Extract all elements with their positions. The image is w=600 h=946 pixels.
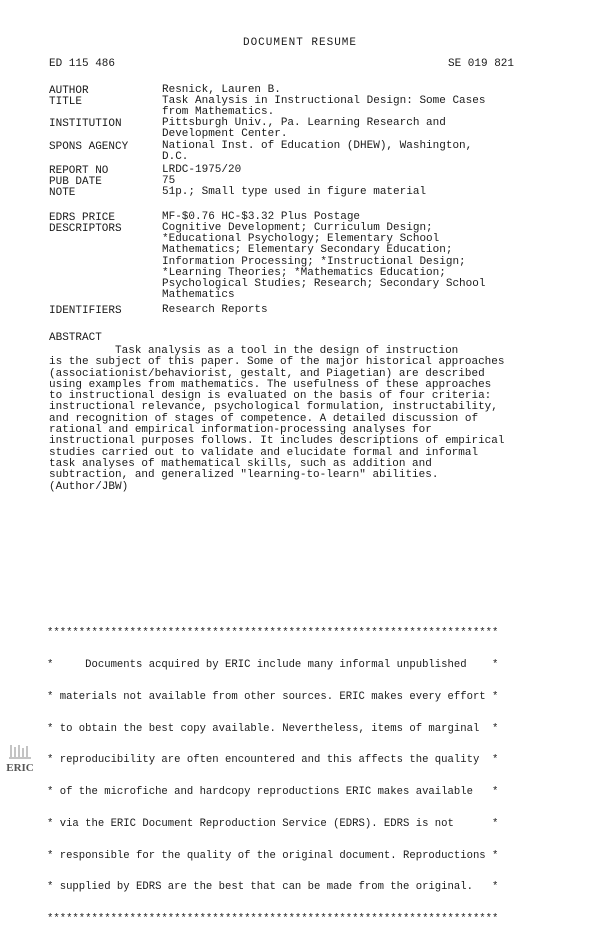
field-label: NOTE — [49, 187, 76, 199]
field-label: SPONS AGENCY — [49, 141, 129, 153]
svg-text:ERIC: ERIC — [6, 762, 34, 774]
notice-line: * supplied by EDRS are the best that can be made from the original. * — [47, 881, 499, 894]
field-value: LRDC-1975/20 — [162, 164, 242, 176]
field-value: Task Analysis in Instructional Design: Some Cases from Mathematics. — [162, 95, 486, 119]
field-label: REPORT NO — [49, 165, 109, 177]
field-label: PUB DATE — [49, 176, 102, 188]
field-label: IDENTIFIERS — [49, 305, 122, 317]
notice-line: * reproducibility are often encountered and this affects the quality * — [47, 754, 499, 767]
field-label: TITLE — [49, 96, 83, 108]
field-value: Pittsburgh Univ., Pa. Learning Research and Development Center. — [162, 117, 446, 141]
field-label: DESCRIPTORS — [49, 223, 122, 235]
notice-line: * Documents acquired by ERIC include many informal unpublished * — [47, 658, 499, 671]
notice-line: * materials not available from other sources. ERIC makes every effort * — [47, 690, 499, 703]
notice-line: *********************************************************************** — [47, 627, 499, 640]
notice-line: * via the ERIC Document Reproduction Service (EDRS). EDRS is not * — [47, 817, 499, 830]
field-value: Cognitive Development; Curriculum Design; *Educational Psychology; Elementary School Mathematics; Elementary Secondary Education; Information Processing; *Instructional Design; *Learning Theories; *Mathematics Education; Psychological Studies; Research; Secondary School Mathematics — [162, 222, 486, 302]
notice-line: * to obtain the best copy available. Nevertheless, items of marginal * — [47, 722, 499, 735]
field-label: EDRS PRICE — [49, 212, 116, 224]
field-value: National Inst. of Education (DHEW), Washington, D.C. — [162, 140, 473, 164]
field-value: Research Reports — [162, 304, 268, 316]
notice-line: * of the microfiche and hardcopy reproductions ERIC makes available * — [47, 786, 499, 799]
field-value: MF-$0.76 HC-$3.32 Plus Postage — [162, 211, 361, 223]
field-value: 51p.; Small type used in figure material — [162, 186, 427, 198]
field-value: Resnick, Lauren B. — [162, 84, 281, 96]
reproduction-notice — [47, 607, 562, 946]
field-label: INSTITUTION — [49, 118, 122, 130]
notice-line: * responsible for the quality of the original document. Reproductions * — [47, 849, 499, 862]
document-title: DOCUMENT RESUME — [242, 37, 358, 49]
field-value: 75 — [162, 175, 176, 187]
field-label: AUTHOR — [49, 85, 89, 97]
abstract-label: ABSTRACT — [49, 332, 102, 344]
notice-line: *********************************************************************** — [47, 913, 499, 926]
abstract-text: Task analysis as a tool in the design of instruction is the subject of this paper. Some of the major historical approaches (associationist/behaviorist, gestalt, and Piagetian) are described using examples from mathematics. The usefulness of these approaches to instructional design is evaluated on the basis of four criteria: instructional relevance, psychological formulation, instructability, and recognition of stages of competence. A detailed discussion of rational and empirical information-processing analyses for instructional purposes follows. It includes descriptions of empirical studies carried out to validate and elucidate formal and informal task analyses of mathematical skills, such as addition and subtraction, and generalized "learning-to-learn" abilities. (Author/JBW) — [49, 345, 505, 493]
se-number: SE 019 821 — [448, 58, 515, 70]
ed-number: ED 115 486 — [49, 58, 116, 70]
eric-logo — [5, 741, 35, 775]
